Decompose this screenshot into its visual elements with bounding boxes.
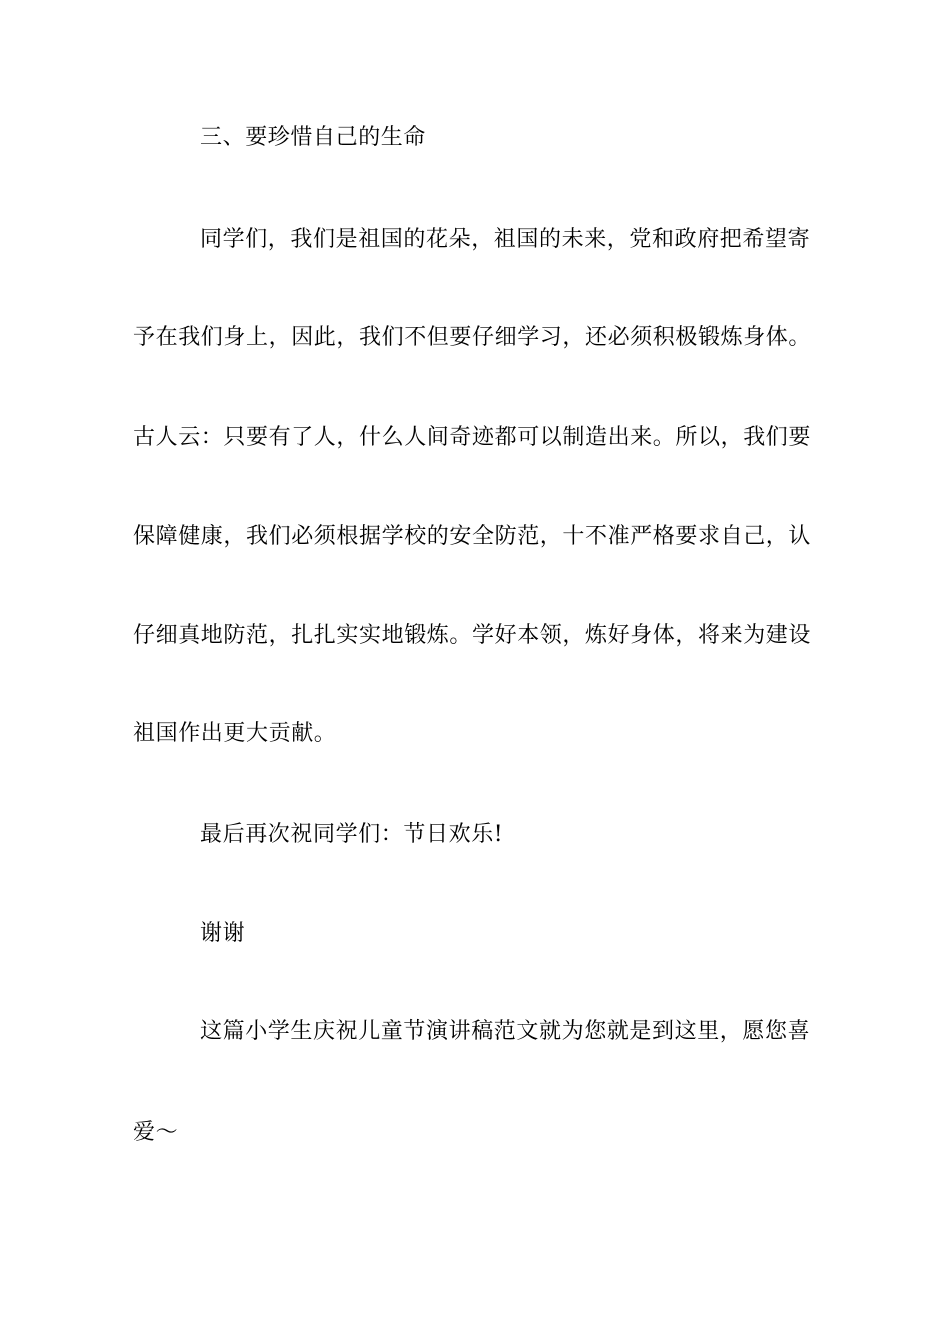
final-note-line: 这篇小学生庆祝儿童节演讲稿范文就为您就是到这里，愿您喜 — [200, 1019, 811, 1044]
paragraph-line: 祖国作出更大贡献。 — [133, 721, 337, 746]
paragraph-line: 同学们，我们是祖国的花朵，祖国的未来，党和政府把希望寄 — [200, 227, 811, 252]
closing-wish: 最后再次祝同学们：节日欢乐! — [200, 822, 504, 847]
paragraph-line: 古人云：只要有了人，什么人间奇迹都可以制造出来。所以，我们要 — [133, 425, 812, 450]
final-note-line: 爱～ — [133, 1120, 179, 1145]
paragraph-line: 保障健康，我们必须根据学校的安全防范，十不准严格要求自己，认 — [133, 524, 812, 549]
paragraph-line: 仔细真地防范，扎扎实实地锻炼。学好本领，炼好身体，将来为建设 — [133, 623, 812, 648]
section-heading: 三、要珍惜自己的生命 — [200, 125, 427, 150]
thanks-text: 谢谢 — [200, 921, 246, 946]
paragraph-line: 予在我们身上，因此，我们不但要仔细学习，还必须积极锻炼身体。 — [133, 325, 812, 350]
